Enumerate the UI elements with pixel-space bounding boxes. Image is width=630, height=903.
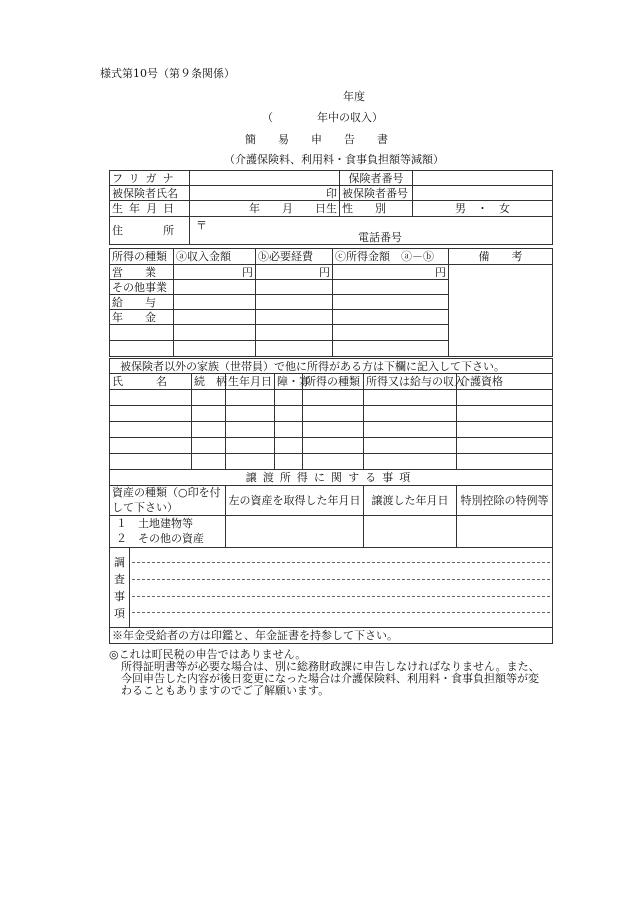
income-amount-cell[interactable]: 円 bbox=[174, 265, 256, 280]
survey-label-char: 項 bbox=[114, 607, 125, 620]
asset-option-other[interactable]: ２ その他の資産 bbox=[116, 531, 204, 545]
family-table bbox=[109, 358, 553, 644]
income-amount-cell[interactable] bbox=[174, 310, 256, 325]
transferred-date-cell[interactable] bbox=[364, 516, 457, 548]
income-amount-cell[interactable] bbox=[174, 280, 256, 295]
family-status-header: 障・寡 bbox=[275, 374, 303, 390]
family-income-header: 所得又は給与の収入 bbox=[364, 374, 457, 390]
phone-label: 電話番号 bbox=[358, 231, 402, 244]
transfer-title: 譲渡所得に関する事項 bbox=[110, 470, 553, 486]
survey-label-char: 査 bbox=[114, 573, 125, 586]
special-deduction-cell[interactable] bbox=[457, 516, 553, 548]
income-amount-cell[interactable] bbox=[174, 341, 256, 357]
birth-label: 生年月日 bbox=[110, 201, 190, 217]
address-field[interactable] bbox=[190, 217, 553, 245]
family-income-type-cell[interactable] bbox=[303, 438, 364, 454]
survey-section bbox=[110, 548, 553, 628]
insured-number-label: 被保険者番号 bbox=[340, 186, 413, 201]
survey-line[interactable] bbox=[132, 562, 550, 563]
income-row-label: その他事業 bbox=[110, 280, 174, 295]
net-income-cell[interactable] bbox=[333, 280, 449, 295]
table-row bbox=[110, 454, 553, 470]
family-income-type-cell[interactable] bbox=[303, 406, 364, 422]
table-row bbox=[110, 438, 553, 454]
footer-note-1: ◎これは町民税の申告ではありません。 bbox=[109, 648, 307, 661]
asset-type-options[interactable] bbox=[110, 516, 226, 548]
table-row bbox=[110, 422, 553, 438]
fiscal-year: 年度 bbox=[343, 90, 365, 103]
family-income-type-cell[interactable] bbox=[303, 390, 364, 406]
acquired-date-header: 左の資産を取得した年月日 bbox=[226, 486, 364, 516]
expenses-cell[interactable] bbox=[256, 341, 333, 357]
income-amount-cell[interactable] bbox=[174, 295, 256, 310]
name-field[interactable] bbox=[190, 186, 340, 201]
family-status-cell[interactable] bbox=[275, 454, 303, 470]
survey-label-char: 事 bbox=[114, 590, 125, 603]
family-income-cell[interactable] bbox=[364, 422, 457, 438]
family-relation-cell[interactable] bbox=[192, 406, 226, 422]
net-income-cell[interactable] bbox=[333, 310, 449, 325]
special-deduction-header: 特別控除の特例等 bbox=[457, 486, 553, 516]
year-income: （ 年中の収入） bbox=[262, 111, 383, 124]
family-income-cell[interactable] bbox=[364, 438, 457, 454]
family-name-header: 氏 名 bbox=[110, 374, 192, 390]
family-income-type-cell[interactable] bbox=[303, 422, 364, 438]
family-status-cell[interactable] bbox=[275, 438, 303, 454]
birth-field[interactable]: 年 月 日生 bbox=[190, 201, 340, 217]
furigana-field[interactable] bbox=[190, 171, 340, 186]
net-income-cell[interactable] bbox=[333, 325, 449, 341]
family-care-cell[interactable] bbox=[457, 454, 553, 470]
family-care-cell[interactable] bbox=[457, 406, 553, 422]
survey-label bbox=[110, 548, 130, 627]
asset-type-header: 資産の種類（○印を付して下さい） bbox=[110, 486, 226, 516]
expenses-cell[interactable] bbox=[256, 325, 333, 341]
family-birth-cell[interactable] bbox=[226, 438, 275, 454]
income-row-label bbox=[110, 341, 174, 357]
insured-number-field[interactable] bbox=[413, 186, 553, 201]
family-birth-cell[interactable] bbox=[226, 454, 275, 470]
family-name-cell[interactable] bbox=[110, 422, 192, 438]
net-income-cell[interactable] bbox=[333, 341, 449, 357]
address-label: 住 所 bbox=[110, 217, 190, 245]
family-relation-cell[interactable] bbox=[192, 422, 226, 438]
table-row bbox=[110, 390, 553, 406]
name-label: 被保険者氏名 bbox=[110, 186, 190, 201]
family-relation-cell[interactable] bbox=[192, 390, 226, 406]
family-care-header: 介護資格 bbox=[457, 374, 553, 390]
income-row-label bbox=[110, 325, 174, 341]
family-name-cell[interactable] bbox=[110, 406, 192, 422]
family-income-type-header: 所得の種類 bbox=[303, 374, 364, 390]
sex-field[interactable]: 男 ・ 女 bbox=[413, 201, 553, 217]
pension-note: ※年金受給者の方は印鑑と、年金証書を持参して下さい。 bbox=[110, 628, 553, 644]
family-name-cell[interactable] bbox=[110, 438, 192, 454]
family-birth-cell[interactable] bbox=[226, 406, 275, 422]
income-amount-cell[interactable] bbox=[174, 325, 256, 341]
remarks-field[interactable] bbox=[449, 265, 553, 357]
expenses-cell[interactable] bbox=[256, 295, 333, 310]
form-number: 様式第10号（第９条関係） bbox=[100, 67, 235, 80]
footer-note-4: わることもありますのでご了解願います。 bbox=[121, 684, 330, 697]
postal-mark: 〒 bbox=[196, 219, 207, 232]
furigana-label: フリガナ bbox=[110, 171, 190, 186]
family-income-cell[interactable] bbox=[364, 406, 457, 422]
income-type-header: 所得の種類 bbox=[110, 249, 174, 265]
acquired-date-cell[interactable] bbox=[226, 516, 364, 548]
transferred-date-header: 譲渡した年月日 bbox=[364, 486, 457, 516]
document-subtitle: （介護保険料、利用料・食事負担額等減額） bbox=[224, 153, 444, 166]
survey-label-char: 調 bbox=[114, 556, 125, 569]
income-row-label: 年 金 bbox=[110, 310, 174, 325]
footer-note-2: 所得証明書等が必要な場合は、別に総務財政課に申告しなければなりません。また、 bbox=[121, 660, 540, 673]
footer-note-3: 今回申告した内容が後日変更になった場合は介護保険料、利用料・食事負担額等が変 bbox=[121, 672, 539, 685]
family-name-cell[interactable] bbox=[110, 390, 192, 406]
income-amount-header: ⓐ収入金額 bbox=[174, 249, 256, 265]
expenses-header: ⓑ必要経費 bbox=[256, 249, 333, 265]
family-relation-header: 続 柄 bbox=[192, 374, 226, 390]
family-birth-header: 生年月日 bbox=[226, 374, 275, 390]
income-table bbox=[109, 248, 553, 357]
asset-option-land[interactable]: １ 土地建物等 bbox=[116, 516, 193, 530]
survey-line[interactable] bbox=[132, 612, 550, 613]
applicant-table bbox=[109, 170, 553, 245]
expenses-cell[interactable] bbox=[256, 280, 333, 295]
family-status-cell[interactable] bbox=[275, 390, 303, 406]
net-income-cell[interactable] bbox=[333, 295, 449, 310]
document-title: 簡 易 申 告 書 bbox=[245, 133, 388, 146]
insurer-number-field[interactable] bbox=[413, 171, 553, 186]
survey-line[interactable] bbox=[132, 596, 550, 597]
net-income-cell[interactable]: 円 bbox=[333, 265, 449, 280]
survey-line[interactable] bbox=[132, 579, 550, 580]
family-relation-cell[interactable] bbox=[192, 454, 226, 470]
family-care-cell[interactable] bbox=[457, 422, 553, 438]
expenses-cell[interactable]: 円 bbox=[256, 265, 333, 280]
net-income-header: ⓒ所得金額 ⓐ－ⓑ bbox=[333, 249, 449, 265]
insurer-number-label: 保険者番号 bbox=[340, 171, 413, 186]
family-note: 被保険者以外の家族（世帯員）で他に所得がある方は下欄に記入して下さい。 bbox=[110, 359, 553, 374]
expenses-cell[interactable] bbox=[256, 310, 333, 325]
family-name-cell[interactable] bbox=[110, 454, 192, 470]
family-income-cell[interactable] bbox=[364, 390, 457, 406]
family-income-cell[interactable] bbox=[364, 454, 457, 470]
family-relation-cell[interactable] bbox=[192, 438, 226, 454]
family-birth-cell[interactable] bbox=[226, 422, 275, 438]
family-status-cell[interactable] bbox=[275, 422, 303, 438]
family-income-type-cell[interactable] bbox=[303, 454, 364, 470]
family-care-cell[interactable] bbox=[457, 390, 553, 406]
family-status-cell[interactable] bbox=[275, 406, 303, 422]
income-row-label: 給 与 bbox=[110, 295, 174, 310]
income-row-label: 営 業 bbox=[110, 265, 174, 280]
sex-label: 性 別 bbox=[340, 201, 413, 217]
table-row bbox=[110, 406, 553, 422]
remarks-header: 備 考 bbox=[449, 249, 553, 265]
family-birth-cell[interactable] bbox=[226, 390, 275, 406]
family-care-cell[interactable] bbox=[457, 438, 553, 454]
seal-mark: 印 bbox=[326, 186, 337, 200]
